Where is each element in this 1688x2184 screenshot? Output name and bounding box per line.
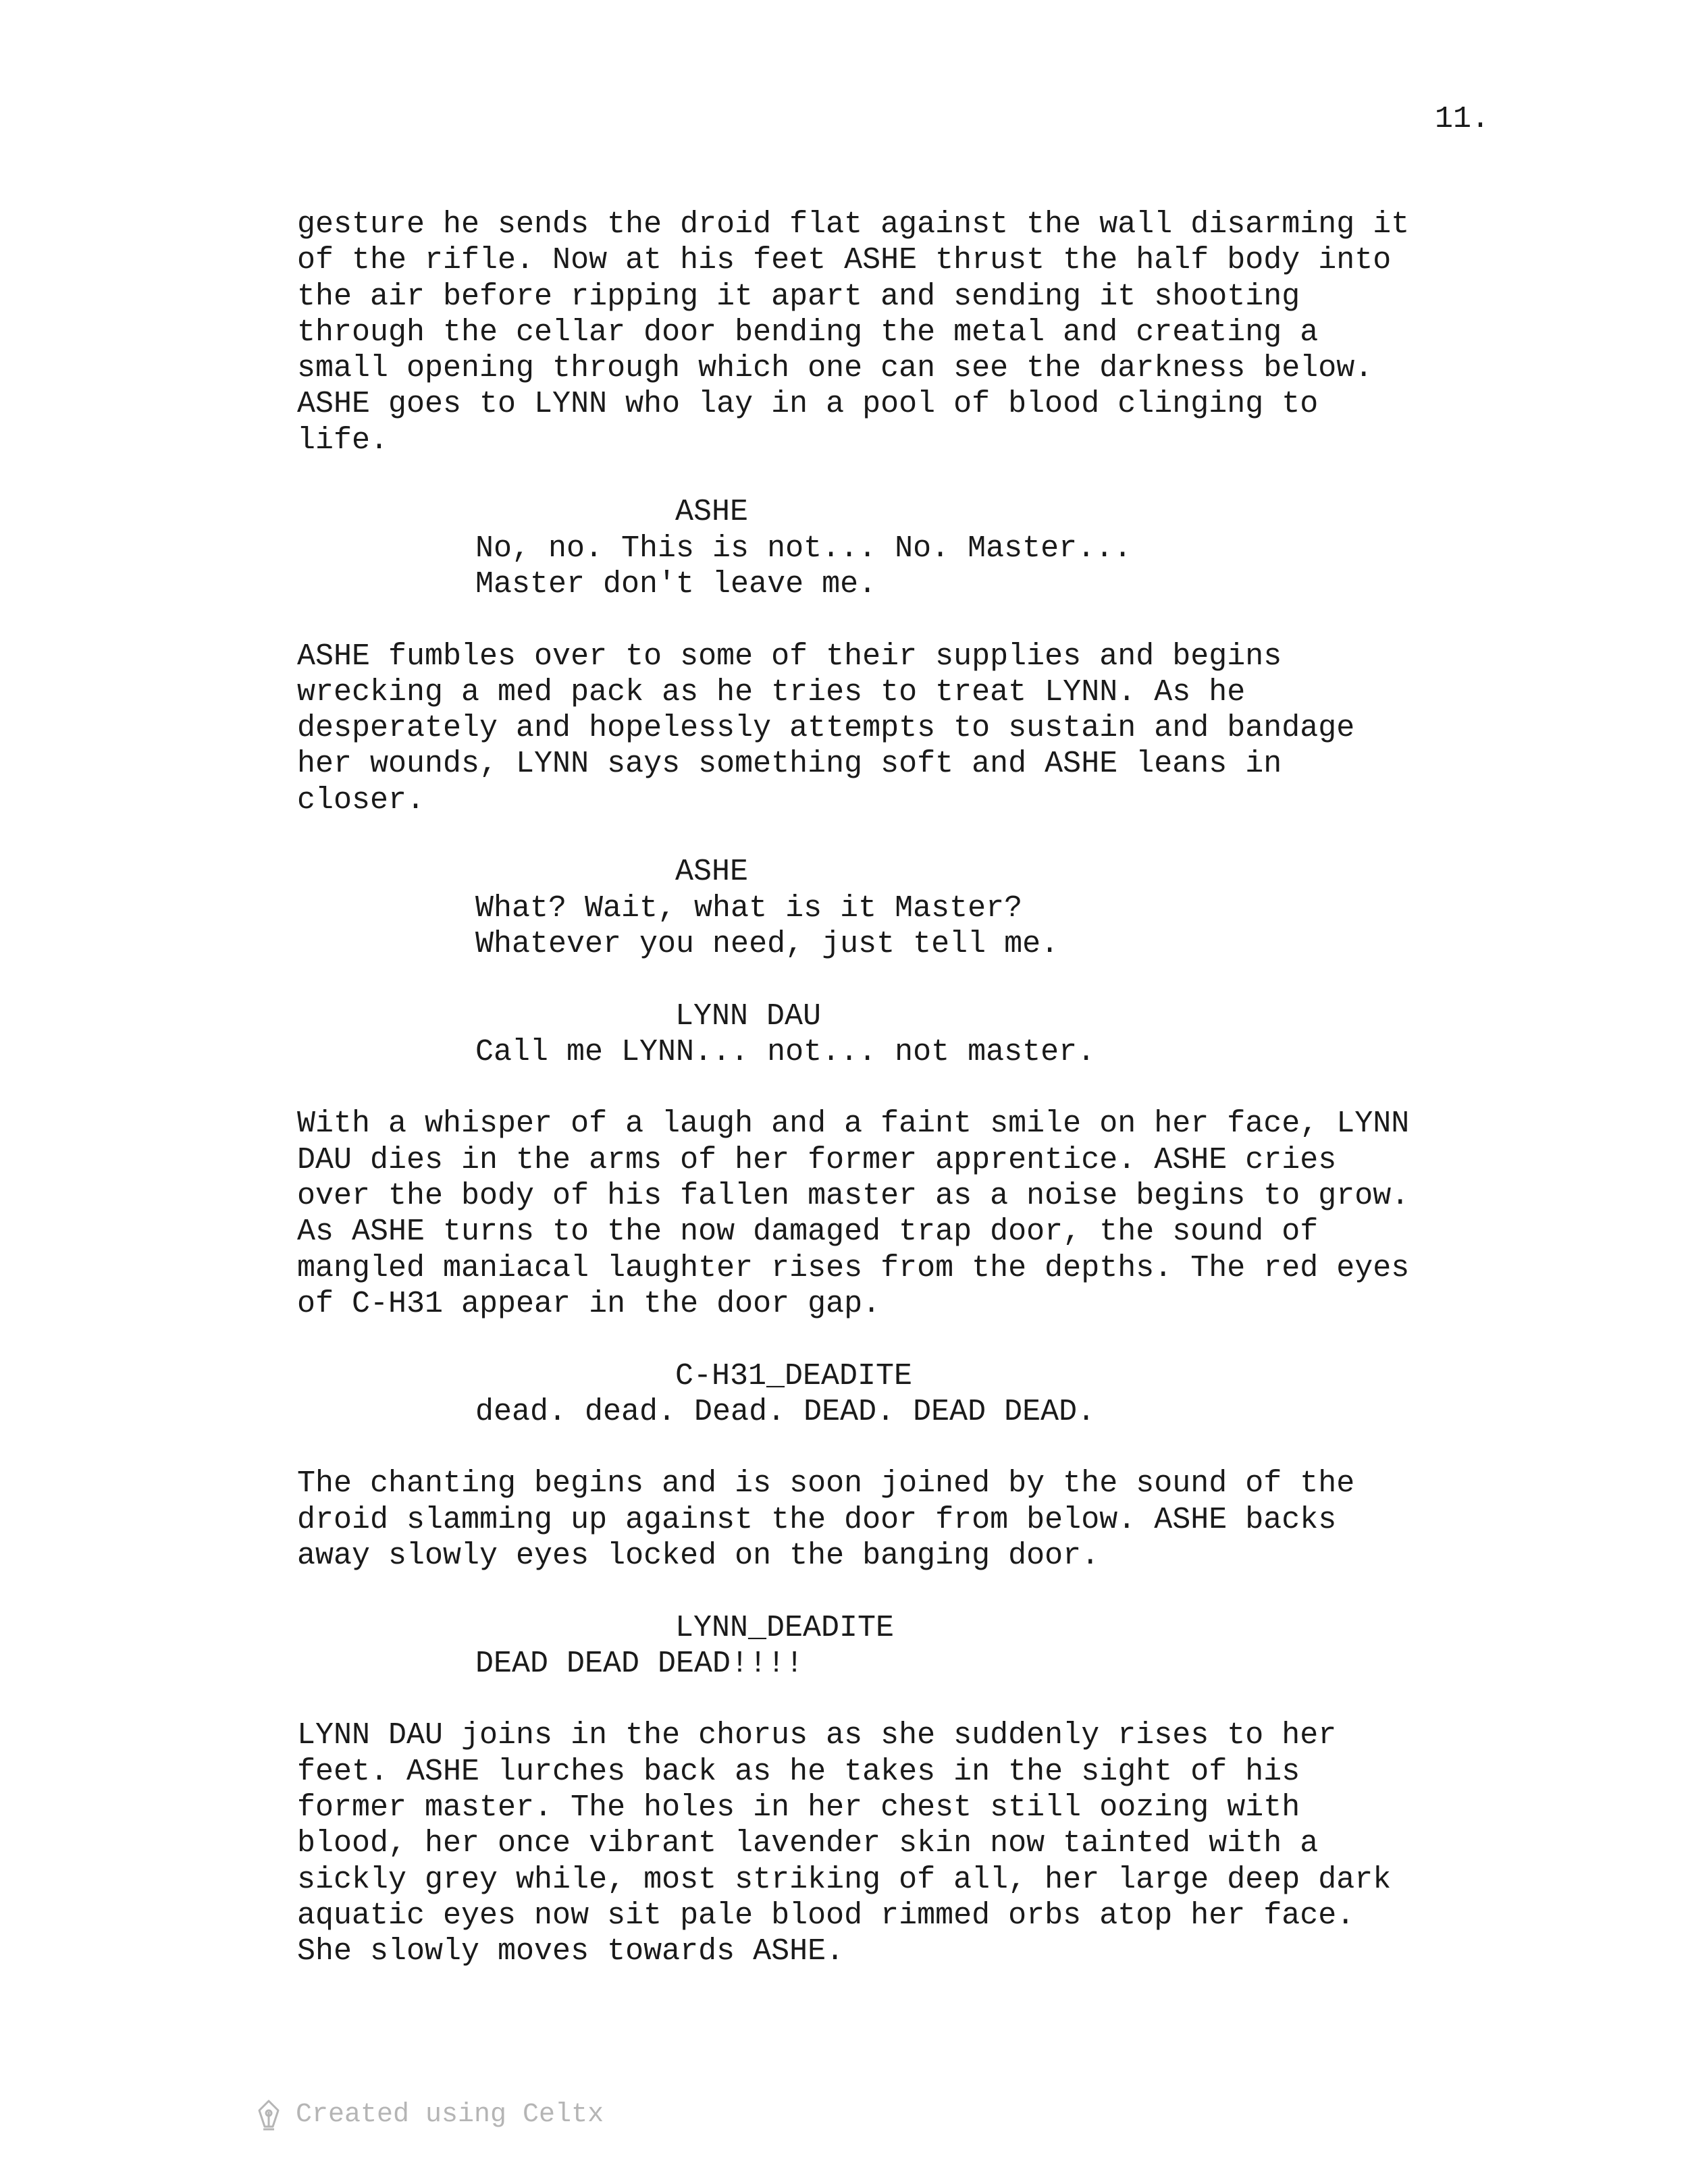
action-block: ASHE fumbles over to some of their supplies and begins wrecking a med pack as he tries to treat LYNN. As he desperately and hopelessly attempts to sustain and bandage her wounds, LYNN says something soft and ASHE leans in closer. [297, 639, 1355, 818]
action-block: With a whisper of a laugh and a faint smile on her face, LYNN DAU dies in the arms of her former apprentice. ASHE cries over the body of his fallen master as a noise begins to grow. As ASHE turns to the now damaged trap door, the sound of mangled maniacal laughter rises from the depths. The red eyes of C-H31 appear in the door gap. [297, 1107, 1410, 1321]
character-name: ASHE [675, 495, 749, 530]
screenplay-body [297, 207, 1539, 1970]
character-name: C-H31_DEADITE [675, 1358, 913, 1393]
action-block: LYNN DAU joins in the chorus as she suddenly rises to her feet. ASHE lurches back as he takes in the sight of his former master. The holes in her chest still oozing with blood, her once vibrant lavender skin now tainted with a sickly grey while, most striking of all, her large deep dark aquatic eyes now sit pale blood rimmed orbs atop her face. She slowly moves towards ASHE. [297, 1718, 1392, 1969]
dialogue-block: No, no. This is not... No. Master... Master don't leave me. [475, 531, 1132, 602]
pen-nib-icon [255, 2098, 282, 2132]
action-block: gesture he sends the droid flat against the wall disarming it of the rifle. Now at his feet ASHE thrust the half body into the air before ripping it apart and sending it shooting through the cellar door bending the metal and creating a small opening through which one can see the darkness below. ASHE goes to LYNN who lay in a pool of blood clinging to life. [297, 207, 1410, 458]
dialogue-block: Call me LYNN... not... not master. [475, 1034, 1096, 1069]
page-number: 11. [1434, 102, 1489, 136]
spacer [297, 1430, 1539, 1466]
spacer [297, 602, 1539, 638]
spacer [297, 1322, 1539, 1358]
spacer [297, 458, 1539, 494]
character-name: LYNN_DEADITE [675, 1610, 895, 1645]
dialogue-block: DEAD DEAD DEAD!!!! [475, 1646, 804, 1681]
spacer [297, 818, 1539, 854]
character-name: LYNN DAU [675, 998, 822, 1034]
dialogue-block: What? Wait, what is it Master? Whatever you need, just tell me. [475, 890, 1059, 961]
dialogue-block: dead. dead. Dead. DEAD. DEAD DEAD. [475, 1394, 1096, 1429]
spacer [297, 962, 1539, 998]
spacer [297, 1682, 1539, 1717]
action-block: The chanting begins and is soon joined by the sound of the droid slamming up against the door from below. ASHE backs away slowly eyes locked on the banging door. [297, 1466, 1355, 1573]
spacer [297, 1070, 1539, 1106]
character-name: ASHE [675, 855, 749, 890]
spacer [297, 1574, 1539, 1609]
footer [255, 2098, 604, 2132]
footer-text: Created using Celtx [296, 2100, 604, 2130]
